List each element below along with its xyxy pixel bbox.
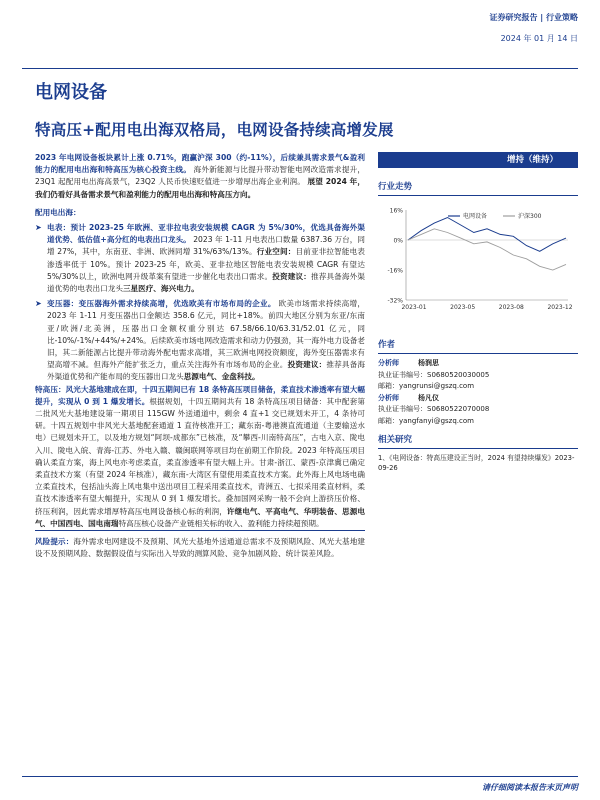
- related-title: 相关研究: [378, 433, 578, 449]
- bullet-transformer: [35, 298, 365, 383]
- author-row: [378, 393, 578, 405]
- legend-label: 电网设备: [463, 213, 488, 221]
- bullet-subhead: 行业空间：: [256, 247, 296, 257]
- y-tick-label: -16%: [387, 267, 403, 275]
- uhv-stocks: 许继电气、平高电气、华明装备、思源电气、中国西电、国电南瑞: [35, 506, 365, 528]
- rating-badge: 增持（维持）: [378, 152, 578, 168]
- cert-number: S0680520030005: [427, 370, 490, 379]
- bullet-meter: [35, 222, 365, 295]
- mail-label: 邮箱：: [378, 416, 399, 425]
- bullet-stocks: 三星医疗、海兴电力。: [122, 284, 199, 294]
- industry-title: 电网设备: [35, 82, 107, 103]
- uhv-text: 根据规划，十四五期间共有 18 条特高压项目储备：其中配套第二批风光大基地建设第一期项目 115GW 外送通道中，剩余 4 直+1 交已规划未开工，4 条待可研。十四五规划中非风光大基地配套通道 1 直待核准开工；藏东南-粤港澳直流通道（主要输送水电）已规划未开工，以及地方规划“阿坝-成都东”已核准，及“攀西-川南特高压”，古电入京、陇电入川、陇电入皖、青海-江苏、外电入赣、赣闽联网等项目均在前期工作阶段。2023 年特高压项目确认柔直方案，海上风电亦考虑柔直，柔直渗透率有望大幅上升。甘肃-浙江、蒙西-京津冀已确定柔直技术方案（有望 2024 年核准），藏东南-大湾区有望使用柔直技术方案。此外海上风电场电确立柔直技术，包括汕头海上风电集中送出项目工程采用柔直技术，青洲五、七拟采用柔直材料，柔直技术渗透率有望大幅提升，实现从 0 到 1 爆发增长。叠加国网采购一般不会向上游挤压价格、挤压利润，因此需求增厚特高压电网设备核心标的利润，: [35, 396, 365, 516]
- bullet-subhead: 投资建议：: [272, 271, 311, 281]
- author-mail: [378, 381, 578, 393]
- footer-notice: 请仔细阅读本报告末页声明: [22, 776, 578, 793]
- bullet-stocks: 思源电气、金盘科技。: [183, 372, 260, 382]
- uhv-tail: 特高压核心设备产业链相关标的收入、盈利能力持续超预期。: [118, 518, 324, 528]
- arrow-bullet-icon: ➤: [35, 299, 42, 309]
- x-tick-label: 2023-08: [498, 304, 524, 311]
- author-name: 杨凡仪: [418, 393, 439, 402]
- bullet-text: 欧美市场需求持续高增，2023 年 1-11 月变压器出口金额达 358.6 亿元，同比+18%。前四大地区分别为东亚/东南亚/欧洲/北美洲，压器出口金额权重分别达 67.58/66.10/63.31/52.01 亿元，同比-10%/-1%/+44%/+24%。后续欧美市场电网改造需求和动力仍强劲，其一海外电力设备老旧，其二新能源占比提升带动海外配电需求高增，其三欧洲电网投资额度，海外变压器需求有望高增不减。但海外产能扩张乏力，重点关注海外有市场布局的企业。: [47, 299, 366, 370]
- author-name: 杨润思: [418, 359, 439, 367]
- bullet-subhead: 投资建议：: [287, 360, 327, 370]
- cert-number: S0680522070008: [427, 405, 490, 413]
- author-block: [378, 338, 578, 427]
- report-date: 2024 年 01 月 14 日: [500, 34, 578, 43]
- x-tick-label: 2023-05: [450, 304, 476, 311]
- header-divider: [22, 68, 578, 69]
- y-tick-label: 0%: [393, 237, 403, 245]
- summary-text: 海外新能源与比提升带动智能电网改造需求提升，23Q1 起配用电出海高景气，23Q2 人民币快速贬值进一步增厚出海企业利润。: [35, 165, 366, 187]
- section-title-overseas: 配用电出海：: [35, 207, 81, 217]
- trend-chart-svg: [378, 204, 578, 320]
- author-email-link[interactable]: yangfanyi@gszq.com: [399, 416, 474, 425]
- y-tick-label: -32%: [387, 297, 403, 305]
- report-headline: 特高压+配用电出海双格局，电网设备持续高增发展: [35, 121, 394, 139]
- bullet-label: 变压器：: [47, 299, 79, 309]
- uhv-paragraph: [35, 384, 365, 530]
- bullet-text: 推荐具备海外渠道优势和产能布局的变压器出口龙头: [47, 360, 366, 382]
- x-tick-label: 2023-12: [547, 304, 573, 311]
- trend-chart: [378, 204, 578, 320]
- uhv-lead: 特高压：风光大基地建成在即，十四五期间已有 18 条特高压项目储备，柔直技术渗透率有望大幅提升，实现从 0 到 1 爆发增长。: [35, 384, 365, 406]
- author-mail: [378, 416, 578, 428]
- author-cert: [378, 404, 578, 416]
- author-email-link[interactable]: yangrunsi@gszq.com: [399, 382, 475, 390]
- summary-paragraph: [35, 152, 365, 201]
- sidebar: [378, 152, 578, 473]
- y-tick-label: 16%: [389, 207, 403, 215]
- author-row: [378, 358, 578, 370]
- x-tick-label: 2023-01: [401, 304, 427, 311]
- trend-title: 行业走势: [378, 180, 578, 196]
- legend-label: 沪深300: [518, 213, 542, 221]
- risk-text: 海外需求电网建设不及预期、风光大基地外送通道总需求不及预期风险、风光大基地建设不及预期风险、数据假设值与实际出入导致的测算风险、竞争加剧风险、统计误差风险。: [35, 537, 366, 559]
- risk-paragraph: [35, 530, 365, 560]
- bullet-bold: 变压器海外需求持续高增，优选欧美有市场布局的企业。: [78, 299, 276, 309]
- mail-label: 邮箱：: [378, 382, 399, 390]
- bullet-text: 目前亚非拉智能电表渗透率低于 10%。预计 2023-25 年，欧美、亚非拉地区智能电表安装规模 CAGR 有望达 5%/30%以上，欧洲电网升级革案有望进一步催化电表出口需求。: [47, 247, 366, 281]
- bullet-label: 电表：: [47, 223, 71, 233]
- arrow-bullet-icon: ➤: [35, 223, 42, 233]
- summary-lead: 2023 年电网设备板块累计上涨 0.71%，跑赢沪深 300（约-11%），后续兼具需求景气&盈利能力的配用电出海和特高压为核心投资主线。: [35, 153, 365, 175]
- related-report-link[interactable]: 1、《电网设备：特高压建设正当时，2024 有望持续爆发》2023-09-26: [378, 454, 575, 472]
- main-body: [35, 152, 365, 561]
- series-line-grid-equipment: [408, 218, 566, 252]
- bullet-text: 推荐具备海外渠道优势的电表出口龙头: [47, 271, 366, 294]
- report-header: [490, 12, 579, 44]
- report-category: 证券研究报告 | 行业策略: [489, 13, 578, 22]
- author-role: 分析师: [378, 393, 399, 402]
- cert-label: 执业证书编号：: [378, 405, 427, 413]
- author-cert: [378, 370, 578, 382]
- bullet-text: 2023 年 1-11 月电表出口数量 6387.36 万台，同增 27%，其中，东南亚、非洲、欧洲同增 31%/63%/13%。: [47, 235, 365, 257]
- author-role: 分析师: [378, 359, 399, 367]
- risk-label: 风险提示：: [35, 537, 74, 547]
- bullet-bold: 预计 2023-25 年欧洲、亚非拉电表安装规模 CAGR 为 5%/30%，优选具备海外渠道优势、低估值+高分红的电表出口龙头。: [47, 223, 366, 245]
- author-title: 作者: [378, 338, 578, 354]
- related-block: [378, 433, 578, 473]
- summary-outlook: 展望 2024 年，我们仍看好具备需求景气和盈利能力的配用电出海和特高压方向。: [35, 177, 365, 199]
- cert-label: 执业证书编号：: [378, 370, 427, 379]
